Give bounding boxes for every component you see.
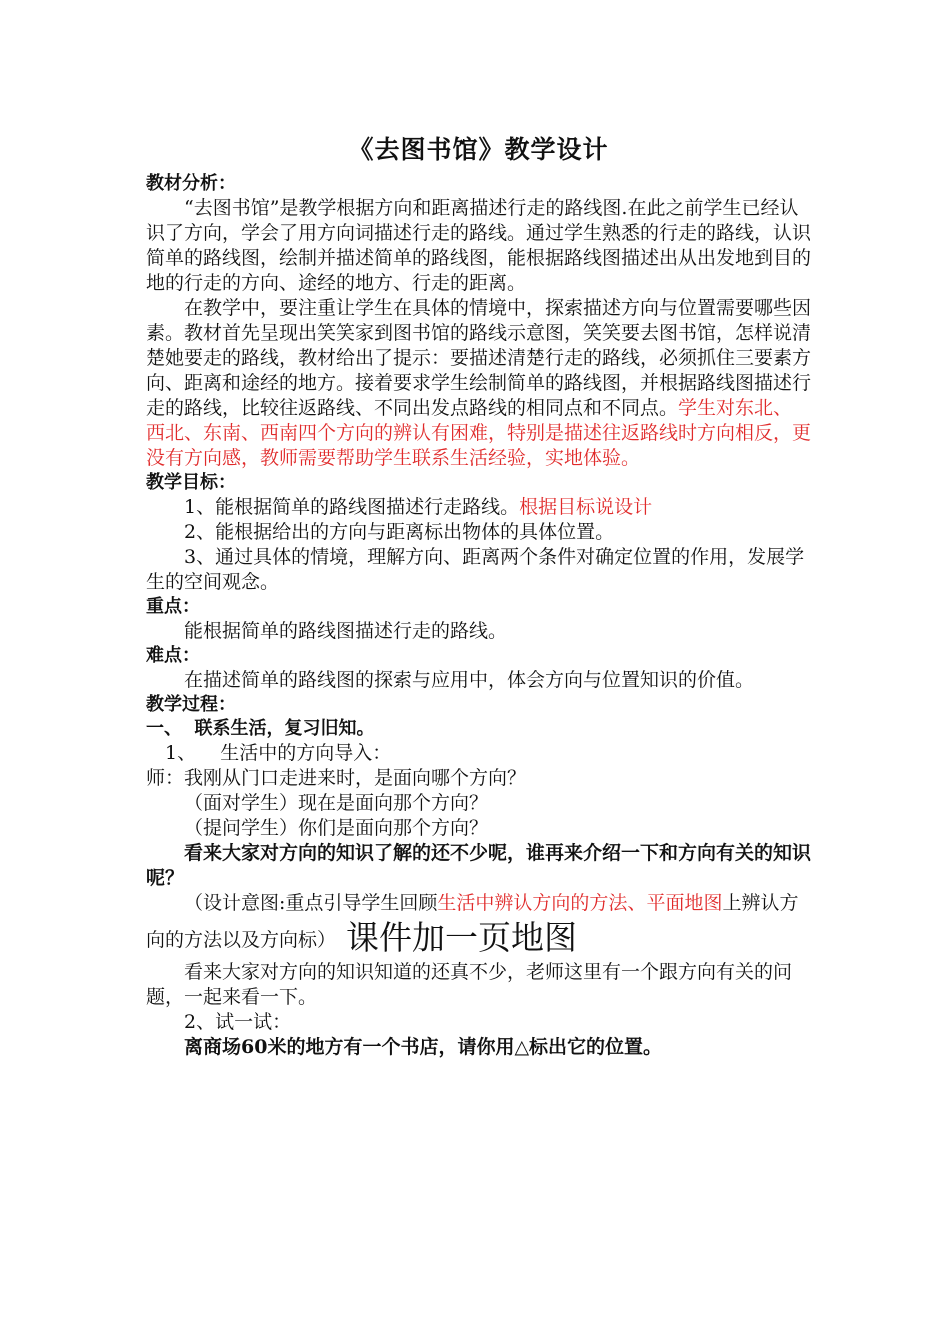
- design-intent-sep: 、: [627, 892, 647, 914]
- bold-prompt-1: 看来大家对方向的知识了解的还不少呢，谁再来介绍一下和方向有关的知识呢？: [146, 842, 812, 889]
- goal-item-2: 2、能根据给出的方向与距离标出物体的具体位置。: [184, 521, 615, 543]
- bold-prompt-2: 离商场60米的地方有一个书店，请你用△标出它的位置。: [184, 1036, 663, 1058]
- goal-item-3: 3、通过具体的情境，理解方向、距离两个条件对确定位置的作用，发展学生的空间观念。: [146, 546, 805, 593]
- process-item-1: 1、 生活中的方向导入：: [165, 742, 392, 764]
- teacher-question-3: （提问学生）你们是面向那个方向？: [184, 817, 489, 839]
- section-heading-difficulty: 难点：: [146, 645, 200, 666]
- section-heading-process: 教学过程：: [146, 694, 236, 715]
- section-heading-goals: 教学目标：: [146, 472, 236, 493]
- section-heading-key: 重点：: [146, 596, 200, 617]
- design-intent-red-2: 平面地图: [646, 892, 723, 914]
- key-point-text: 能根据简单的路线图描述行走的路线。: [184, 620, 508, 642]
- analysis-paragraph-1: “去图书馆”是教学根据方向和距离描述行走的路线图.在此之前学生已经认识了方向，学会了用方向词描述行走的路线。通过学生熟悉的行走的路线，认识简单的路线图，绘制并描述简单的路线图，能根据路线图描述出从出发地到目的地的行走的方向、途经的地方、行走的距离。: [146, 197, 812, 294]
- section-heading-analysis: 教材分析：: [146, 173, 236, 194]
- analysis-red-note: 学生对东北、西北、东南、西南四个方向的辨认有困难，特别是描述往返路线时方向相反，更没有方向感，教师需要帮助学生联系生活经验，实地体验。: [146, 397, 812, 469]
- goal-item-1: [146, 495, 811, 520]
- document-title: 《去图书馆》教学设计: [348, 135, 609, 164]
- design-intent-part-a: （设计意图:重点引导学生回顾: [184, 892, 438, 914]
- process-section-1: 一、 联系生活，复习旧知。: [146, 718, 375, 739]
- paragraph-after-intent: 看来大家对方向的知识知道的还真不少，老师这里有一个跟方向有关的问题，一起来看一下。: [146, 961, 793, 1008]
- goal-item-1-text: 1、能根据简单的路线图描述行走路线。: [184, 496, 520, 518]
- teacher-question-2: （面对学生）现在是面向那个方向？: [184, 792, 489, 814]
- difficulty-text: 在描述简单的路线图的探索与应用中，体会方向与位置知识的价值。: [184, 669, 755, 691]
- process-item-2: 2、试一试：: [184, 1011, 292, 1033]
- teacher-question-1: 师：我刚从门口走进来时，是面向哪个方向？: [146, 767, 527, 789]
- big-note: 课件加一页地图: [346, 918, 578, 957]
- goal-red-note: 根据目标说设计: [519, 496, 653, 518]
- design-intent-part-c: 上辨认方向的方法以及方向标）: [146, 892, 799, 951]
- analysis-paragraph-2-text: 在教学中，要注重让学生在具体的情境中，探索描述方向与位置需要哪些因素。教材首先呈现出笑笑家到图书馆的路线示意图，笑笑要去图书馆，怎样说清楚她要走的路线，教材给出了提示：要描述清楚行走的路线，必须抓住三要素方向、距离和途经的地方。接着要求学生绘制简单的路线图，并根据路线图描述行走的路线，比较往返路线、不同出发点路线的相同点和不同点。: [146, 297, 812, 419]
- design-intent: [146, 891, 811, 960]
- design-intent-red-1: 生活中辨认方向的方法: [437, 892, 628, 914]
- analysis-paragraph-2: [146, 296, 811, 471]
- document-page: [146, 132, 811, 1060]
